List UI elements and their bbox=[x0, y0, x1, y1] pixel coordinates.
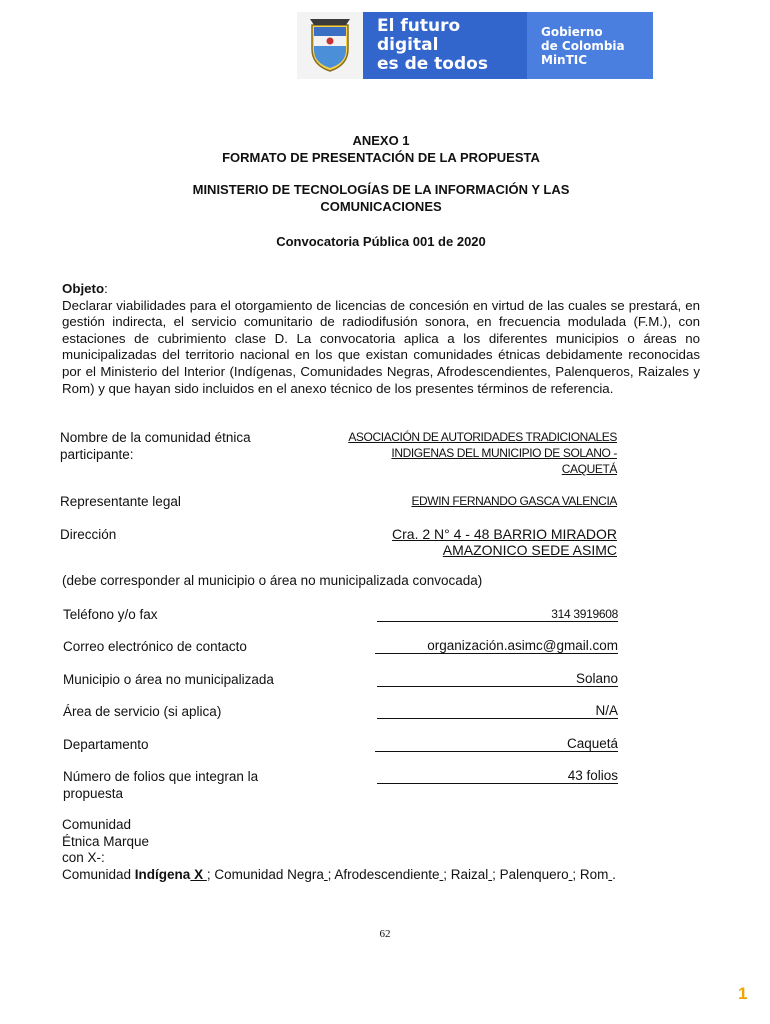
ministry-title bbox=[60, 181, 702, 215]
email-field bbox=[375, 637, 618, 654]
option-rom: ; Rom bbox=[572, 866, 609, 882]
legal-rep-label: Representante legal bbox=[60, 494, 181, 509]
colombia-coat-of-arms-icon bbox=[297, 12, 363, 79]
option-raizal: ; Raizal bbox=[443, 866, 489, 882]
community-label-line1: Nombre de la comunidad étnica bbox=[60, 430, 251, 445]
address-value bbox=[392, 526, 617, 558]
department-value: Caquetá bbox=[566, 736, 618, 751]
email-label: Correo electrónico de contacto bbox=[63, 639, 247, 654]
ministry-line2: COMUNICACIONES bbox=[320, 199, 442, 214]
municipality-value: Solano bbox=[575, 671, 618, 686]
address-label: Dirección bbox=[60, 527, 117, 542]
options-end: . bbox=[612, 866, 616, 882]
folios-label-line2: propuesta bbox=[63, 786, 124, 801]
option-indigena: Indígena bbox=[134, 866, 191, 882]
gov-banner bbox=[297, 12, 653, 79]
page-number: 62 bbox=[379, 928, 391, 940]
address-value-line1: Cra. 2 N° 4 - 48 BARRIO MIRADOR bbox=[392, 526, 617, 542]
community-value-line1: ASOCIACIÓN DE AUTORIDADES TRADICIONALES bbox=[348, 430, 617, 444]
folios-label-line1: Número de folios que integran la bbox=[63, 769, 259, 784]
legal-rep-value: EDWIN FERNANDO GASCA VALENCIA bbox=[411, 494, 617, 508]
annex-number: ANEXO 1 bbox=[352, 133, 410, 148]
option-afro: ; Afrodescendiente bbox=[327, 866, 440, 882]
service-area-field bbox=[377, 702, 618, 719]
community-name-label bbox=[60, 429, 251, 463]
slogan-line2: es de todos bbox=[377, 54, 488, 74]
annex-title bbox=[60, 132, 702, 166]
gov-line3: MinTIC bbox=[541, 52, 588, 67]
objeto-text: Declarar viabilidades para el otorgamiento de licencias de concesión en virtud de las cuales se prestará, en gestión indirecta, el servicio comunitario de radiodifusión sonora, en frecuencia modulada (F.M.), con estaciones de cubrimiento clase D. La convocatoria aplica a los diferentes municipios o áreas no municipalizadas del territorio nacional en los que existan comunidades étnicas debidamente reconocidas por el Ministerio del Interior (Indígenas, Comunidades Negras, Afrodescendientes, Palenqueros, Raizales y Rom) y que hayan sido incluidos en el anexo técnico de los presentes términos de referencia. bbox=[62, 297, 700, 396]
municipality-label: Municipio o área no municipalizada bbox=[63, 672, 274, 687]
slogan-line1: El futuro digital bbox=[377, 16, 461, 55]
objeto-label: Objeto bbox=[62, 281, 105, 296]
slogan-block bbox=[363, 12, 527, 79]
service-area-label: Área de servicio (si aplica) bbox=[63, 704, 222, 719]
community-line2: Étnica Marque bbox=[62, 833, 150, 849]
corner-page-number: 1 bbox=[738, 984, 748, 1003]
phone-field bbox=[377, 605, 618, 622]
community-value-line2: INDIGENAS DEL MUNICIPIO DE SOLANO - bbox=[391, 446, 617, 460]
ministry-line1: MINISTERIO DE TECNOLOGÍAS DE LA INFORMACIÓN Y LAS bbox=[192, 182, 570, 197]
objeto-section: Objeto: Declarar viabilidades para el otorgamiento de licencias de concesión en virtud de las cuales se prestará, en gestión indirecta, el servicio comunitario de radiodifusión sonora, en frecuencia modulada (F.M.), con estaciones de cubrimiento clase D. La convocatoria aplica a los diferentes municipios o áreas no municipalizadas del territorio nacional en los que existan comunidades étnicas debidamente reconocidas por el Ministerio del Interior (Indígenas, Comunidades Negras, Afrodescendientes, Palenqueros, Raizales y Rom) y que hayan sido incluidos en el anexo técnico de los presentes términos de referencia. bbox=[62, 281, 700, 396]
phone-value: 314 3919608 bbox=[551, 607, 618, 621]
community-name-value bbox=[348, 429, 617, 477]
format-title: FORMATO DE PRESENTACIÓN DE LA PROPUESTA bbox=[222, 150, 540, 165]
gov-line1: Gobierno bbox=[541, 24, 603, 39]
government-block bbox=[527, 12, 653, 79]
community-options bbox=[62, 867, 616, 884]
option-palenquero: ; Palenquero bbox=[492, 866, 569, 882]
folios-field bbox=[377, 767, 618, 784]
folios-value: 43 folios bbox=[567, 768, 618, 783]
option-negra: ; Comunidad Negra bbox=[206, 866, 324, 882]
folios-label bbox=[63, 768, 258, 802]
department-label: Departamento bbox=[63, 737, 149, 752]
community-line1: Comunidad bbox=[62, 817, 132, 832]
community-label-line2: participante: bbox=[60, 447, 134, 462]
service-area-value: N/A bbox=[595, 703, 618, 718]
email-value: organización.asimc@gmail.com bbox=[427, 638, 618, 653]
department-field bbox=[375, 735, 618, 752]
phone-label: Teléfono y/o fax bbox=[63, 607, 158, 622]
indigena-mark: X bbox=[190, 866, 207, 882]
municipality-field bbox=[377, 670, 618, 687]
address-value-line2: AMAZONICO SEDE ASIMC bbox=[442, 542, 617, 558]
municipality-note: (debe corresponder al municipio o área no municipalizada convocada) bbox=[62, 573, 483, 588]
community-prefix: Comunidad bbox=[62, 866, 135, 882]
community-line3: con X-: bbox=[62, 850, 105, 865]
call-title: Convocatoria Pública 001 de 2020 bbox=[276, 234, 486, 249]
gov-line2: de Colombia bbox=[541, 38, 625, 53]
community-value-line3: CAQUETÁ bbox=[561, 462, 617, 476]
community-selection bbox=[62, 817, 616, 883]
